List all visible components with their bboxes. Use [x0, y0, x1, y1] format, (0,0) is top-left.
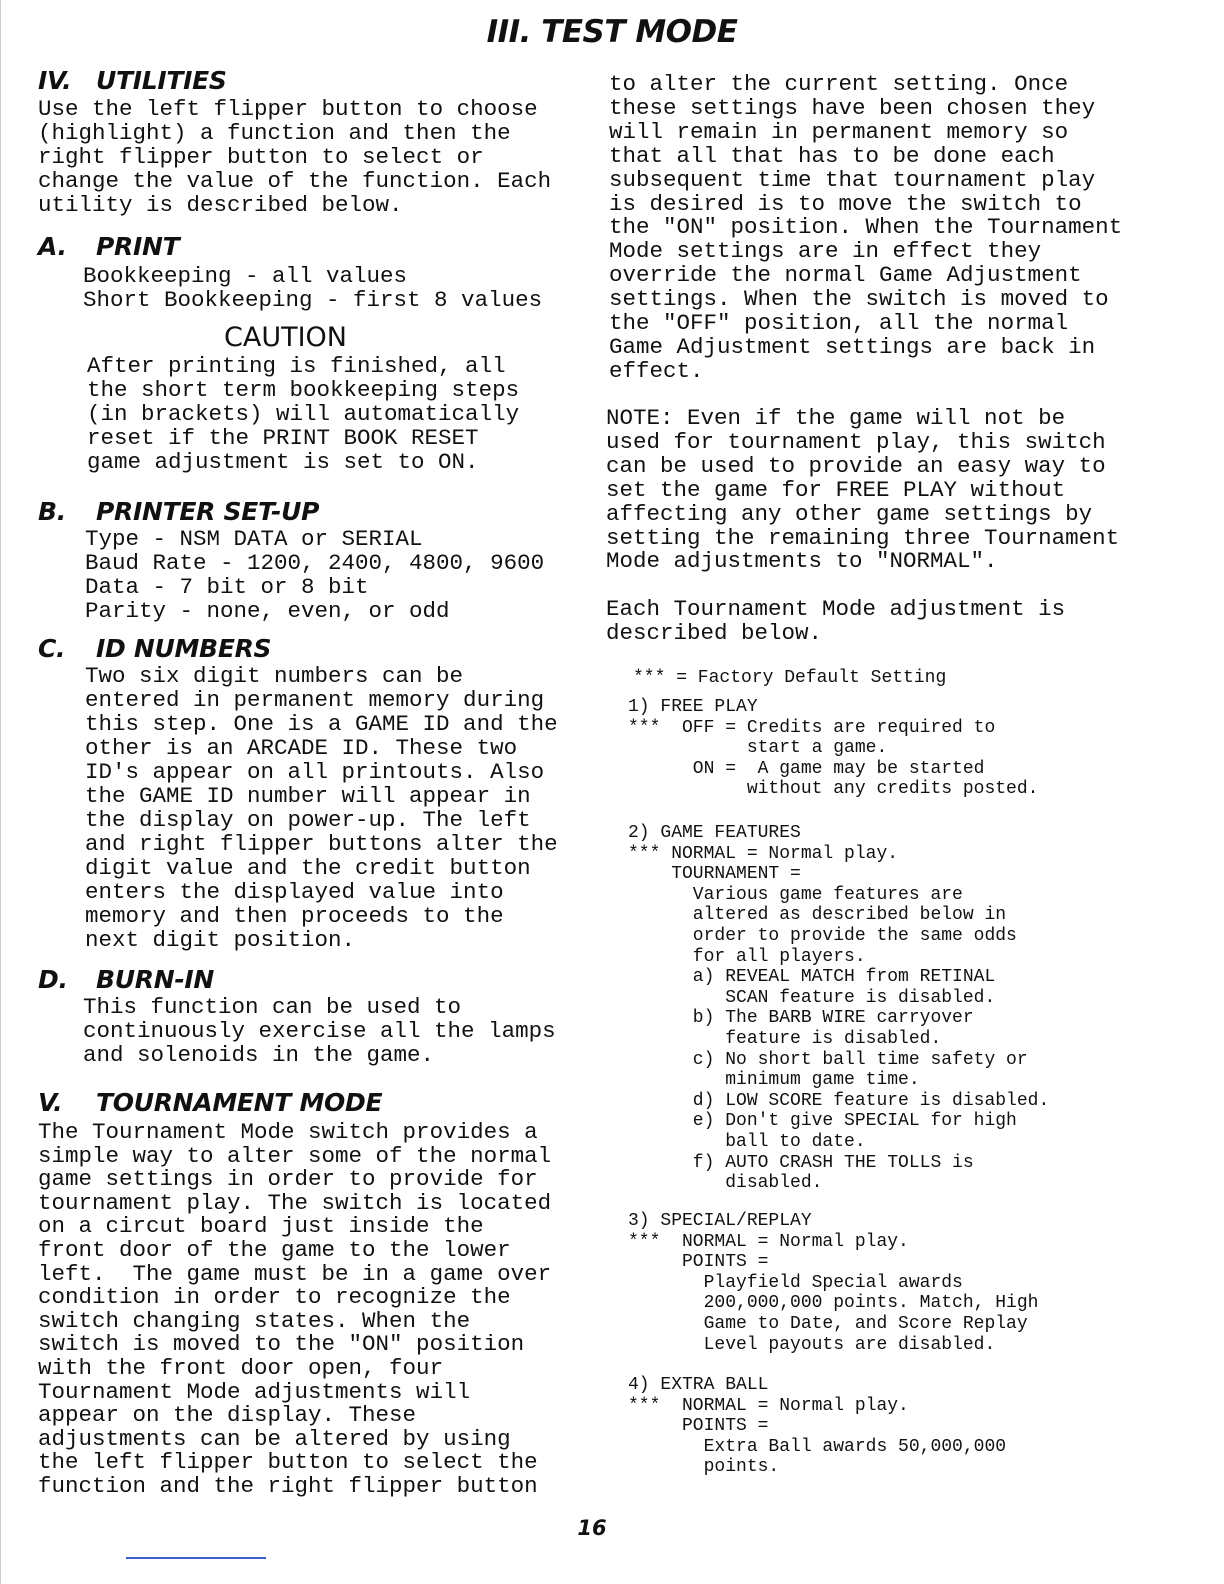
footer-rule	[126, 1557, 266, 1559]
section-burn-in-heading	[38, 965, 214, 994]
section-printer-setup-heading	[38, 497, 319, 526]
section-title: TOURNAMENT MODE	[96, 1088, 383, 1117]
page-edge-rule	[0, 0, 1, 1584]
factory-default-legend: *** = Factory Default Setting	[633, 668, 947, 688]
page-number: 16	[577, 1516, 607, 1540]
section-title: BURN-IN	[96, 965, 215, 994]
id-numbers-body: Two six digit numbers can be entered in permanent memory during this step. One is a GAME ID and the other is an ARCADE ID. These two ID's appear on all printouts. Also the GAME ID number will appear in the display on power-up. The left and right flipper buttons alter the digit value and the credit button enters the displayed value into memory and then proceeds to the next digit position.	[85, 663, 558, 953]
utilities-body: Use the left flipper button to choose (highlight) a function and then the right flipper button to select or change the value of the function. Each utility is described below.	[38, 96, 552, 218]
tournament-continuation: to alter the current setting. Once these settings have been chosen they will remain in permanent memory so that all that has to be done each subsequent time that tournament play is desired is to move the switch to the "ON" position. When the Tournament Mode settings are in effect they override the normal Game Adjustment settings. When the switch is moved to the "OFF" position, all the normal Game Adjustment settings are back in effect.	[609, 71, 1123, 384]
section-label: C.	[38, 634, 66, 663]
section-label: B.	[38, 497, 66, 526]
adjustment-special-replay: 3) SPECIAL/REPLAY *** NORMAL = Normal play. POINTS = Playfield Special awards 200,000,000 points. Match, High Game to Date, and Score Replay Level payouts are disabled.	[628, 1211, 1039, 1355]
tournament-note: NOTE: Even if the game will not be used for tournament play, this switch can be used to provide an easy way to set the game for FREE PLAY without affecting any other game settings by setting the remaining three Tournament Mode adjustments to "NORMAL".	[606, 405, 1120, 575]
section-print-heading	[38, 232, 179, 261]
tournament-body: The Tournament Mode switch provides a simple way to alter some of the normal game settings in order to provide for tournament play. The switch is located on a circut board just inside the front door of the game to the lower left. The game must be in a game over condition in order to recognize the switch changing states. When the switch is moved to the "ON" position with the front door open, four Tournament Mode adjustments will appear on the display. These adjustments can be altered by using the left flipper button to select the function and the right flipper button	[38, 1119, 552, 1499]
section-id-numbers-heading	[38, 634, 271, 663]
adjustment-game-features: 2) GAME FEATURES *** NORMAL = Normal play. TOURNAMENT = Various game features are altered as described below in order to provide the same odds for all players. a) REVEAL MATCH from RETINAL SCAN feature is disabled. b) The BARB WIRE carryover feature is disabled. c) No short ball time safety or minimum game time. d) LOW SCORE feature is disabled. e) Don't give SPECIAL for high ball to date. f) AUTO CRASH THE TOLLS is disabled.	[628, 823, 1050, 1194]
section-label: D.	[38, 965, 68, 994]
section-label: A.	[38, 232, 67, 261]
printer-setup-body: Type - NSM DATA or SERIAL Baud Rate - 1200, 2400, 4800, 9600 Data - 7 bit or 8 bit Parity - none, even, or odd	[85, 526, 545, 624]
section-utilities-heading	[38, 66, 227, 95]
print-body: Bookkeeping - all values Short Bookkeeping - first 8 values	[83, 263, 543, 313]
section-title: ID NUMBERS	[96, 634, 272, 663]
caution-body: After printing is finished, all the short term bookkeeping steps (in brackets) will automatically reset if the PRINT BOOK RESET game adjustment is set to ON.	[87, 353, 520, 475]
adjustment-extra-ball: 4) EXTRA BALL *** NORMAL = Normal play. POINTS = Extra Ball awards 50,000,000 points.	[628, 1375, 1007, 1478]
section-title: PRINT	[96, 232, 180, 261]
section-title: UTILITIES	[96, 66, 227, 95]
section-label: V.	[38, 1088, 63, 1117]
caution-heading: CAUTION	[224, 322, 347, 353]
section-tournament-heading	[38, 1088, 382, 1117]
section-label: IV.	[38, 66, 72, 95]
burn-in-body: This function can be used to continuously exercise all the lamps and solenoids in the game.	[83, 994, 556, 1068]
adjustment-free-play: 1) FREE PLAY *** OFF = Credits are required to start a game. ON = A game may be started without any credits posted.	[628, 697, 1039, 800]
section-title: PRINTER SET-UP	[96, 497, 320, 526]
page-title: III. TEST MODE	[486, 14, 738, 50]
adjustments-intro: Each Tournament Mode adjustment is described below.	[606, 596, 1066, 646]
